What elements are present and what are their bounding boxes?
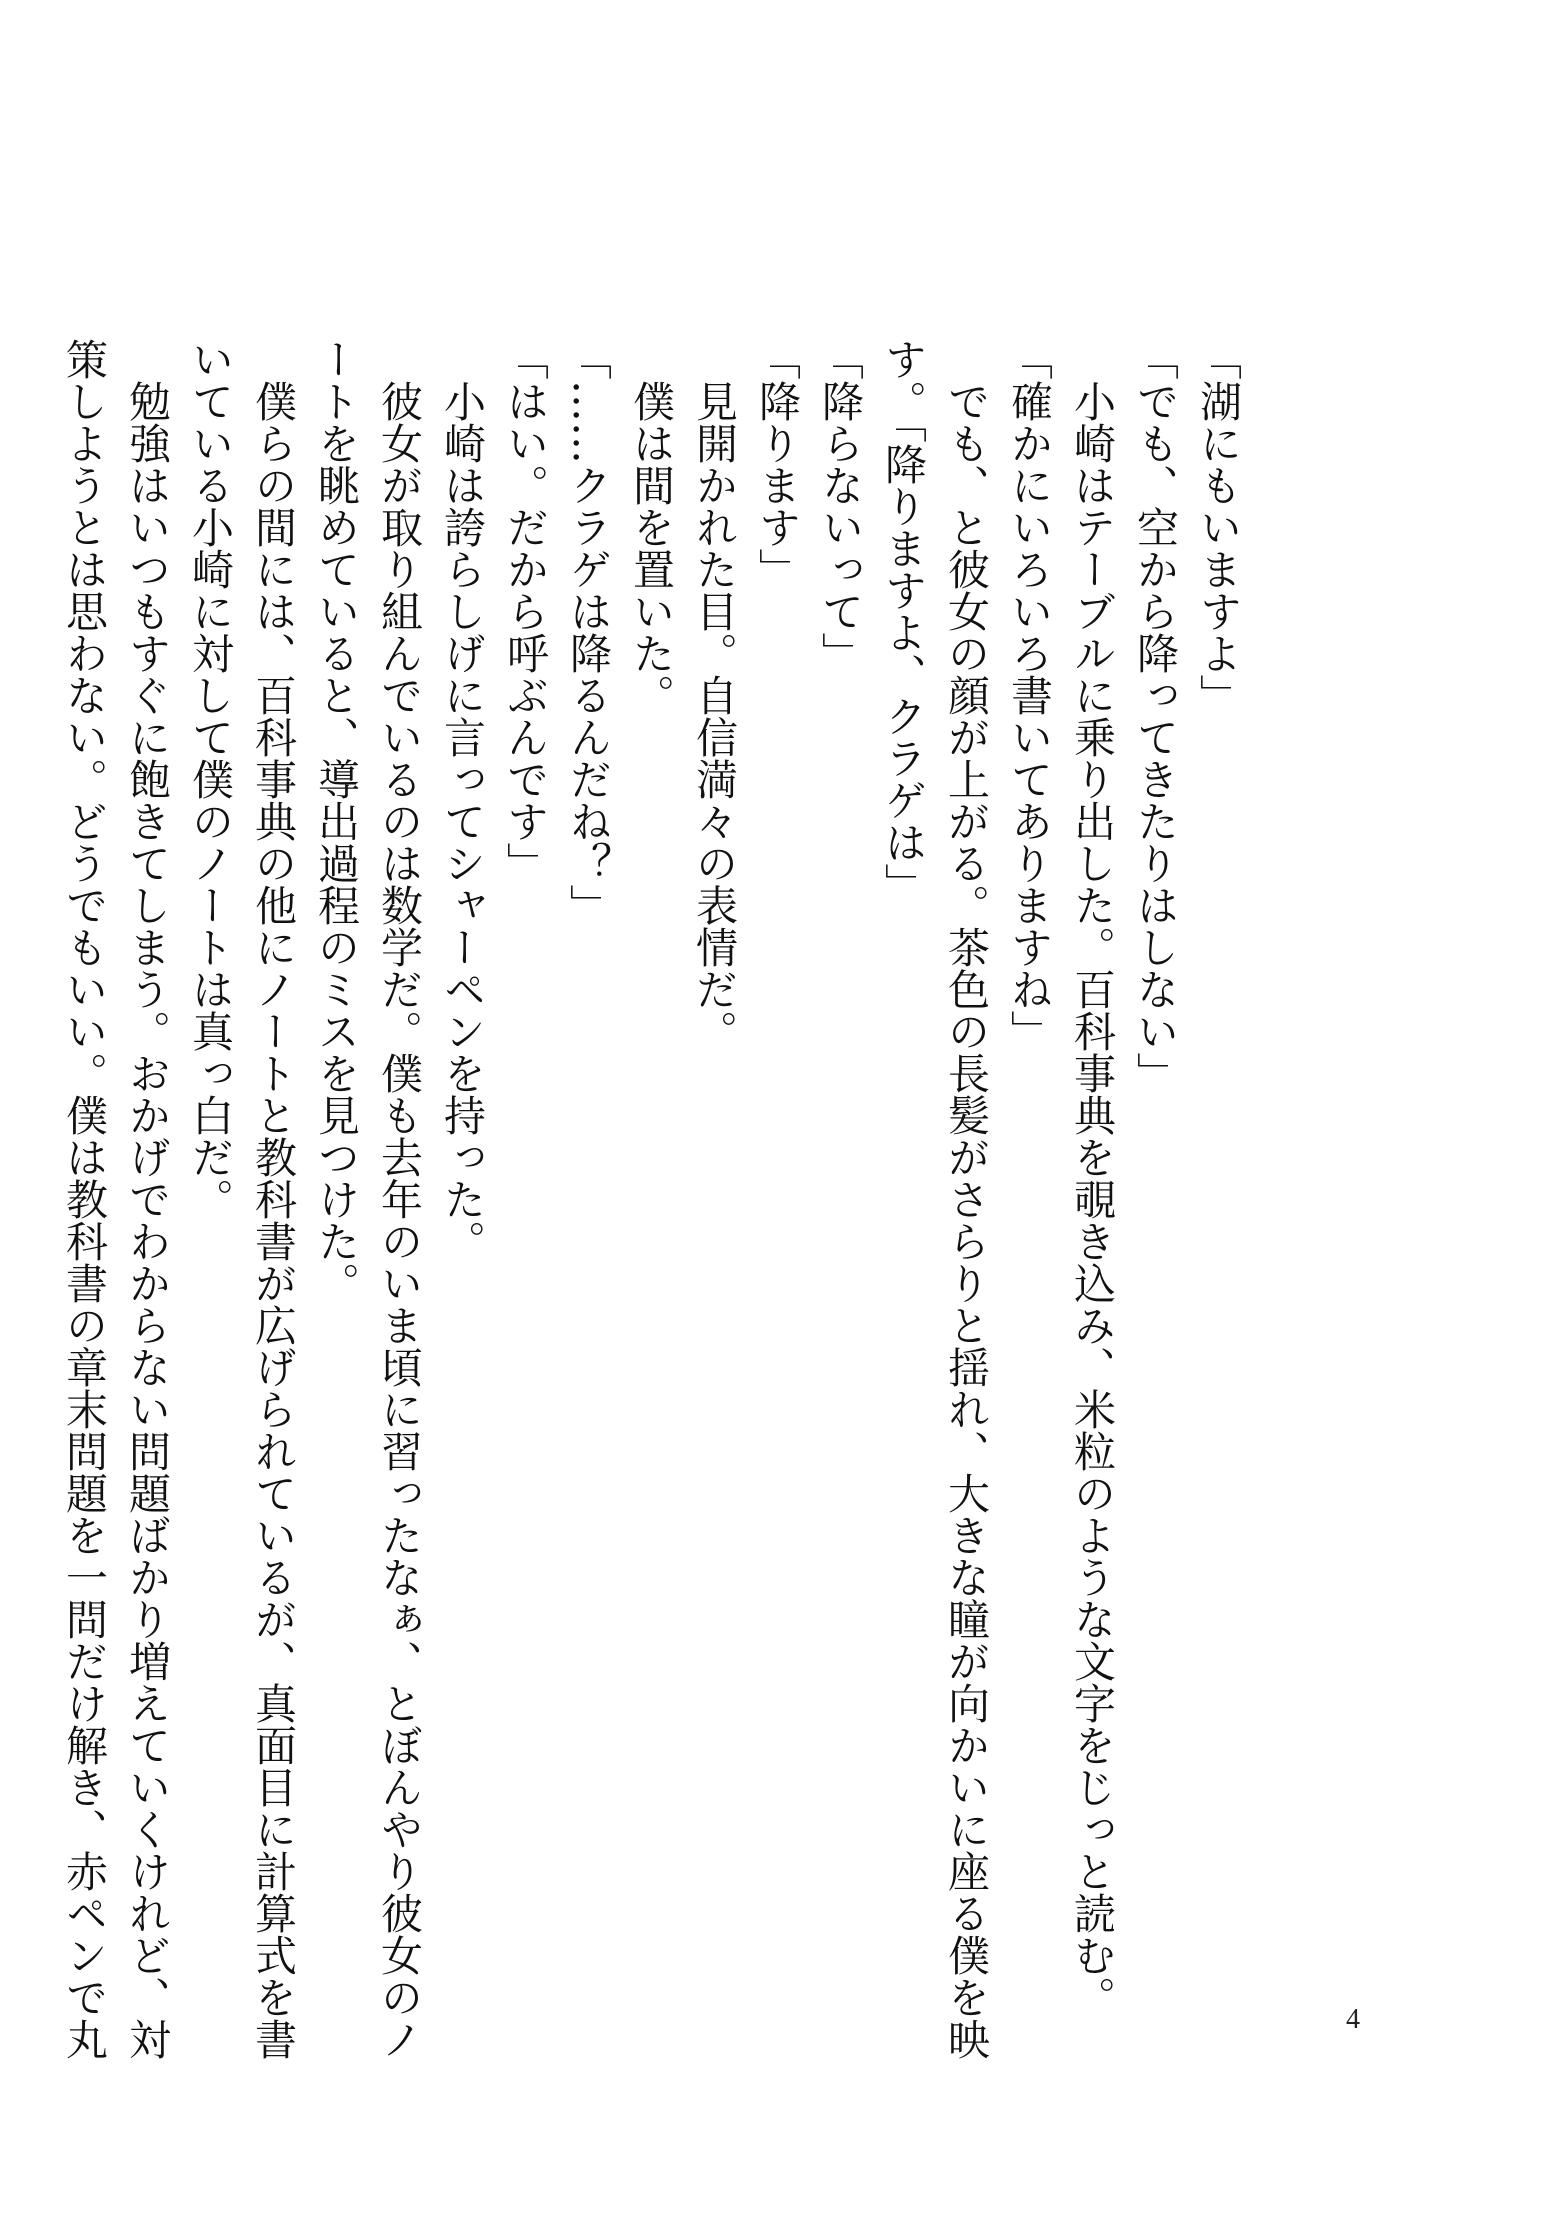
page-number: 4 — [1346, 2004, 1360, 2035]
text-line: 小崎は誇らしげに言ってシャーペンを持った。 — [438, 338, 487, 1262]
text-line: 「降らないって」 — [816, 338, 865, 674]
text-line: いている小崎に対して僕のノートは真っ白だ。 — [186, 338, 235, 1220]
text-line: ートを眺めていると、導出過程のミスを見つけた。 — [312, 338, 361, 1304]
text-line: 勉強はいつもすぐに飽きてしまう。おかげでわからない問題ばかり増えていくけれど、対 — [123, 338, 172, 2060]
text-line: 見開かれた目。自信満々の表情だ。 — [690, 338, 739, 1052]
vertical-text-block — [53, 338, 1250, 2060]
text-line: 策しようとは思わない。どうでもいい。僕は教科書の章末問題を一問だけ解き、赤ペンで丸 — [60, 338, 109, 2060]
text-line: 僕らの間には、百科事典の他にノートと教科書が広げられているが、真面目に計算式を書 — [249, 338, 298, 2060]
text-line: 「確かにいろいろ書いてありますね」 — [1005, 338, 1054, 1052]
text-line: 「降ります」 — [753, 338, 802, 590]
text-line: 「はい。だから呼ぶんです」 — [501, 338, 550, 884]
text-line: す。「降りますよ、クラゲは」 — [879, 338, 928, 905]
text-line: 「……クラゲは降るんだね？」 — [564, 338, 613, 926]
text-line: 小崎はテーブルに乗り出した。百科事典を覗き込み、米粒のような文字をじっと読む。 — [1068, 338, 1117, 2018]
text-line: 「湖にもいますよ」 — [1194, 338, 1243, 716]
text-line: 僕は間を置いた。 — [627, 338, 676, 716]
text-line: 彼女が取り組んでいるのは数学だ。僕も去年のいま頃に習ったなぁ、とぼんやり彼女のノ — [375, 338, 424, 2060]
text-line: でも、と彼女の顔が上がる。茶色の長髪がさらりと揺れ、大きな瞳が向かいに座る僕を映 — [942, 338, 991, 2060]
text-line: 「でも、空から降ってきたりはしない」 — [1131, 338, 1180, 1094]
